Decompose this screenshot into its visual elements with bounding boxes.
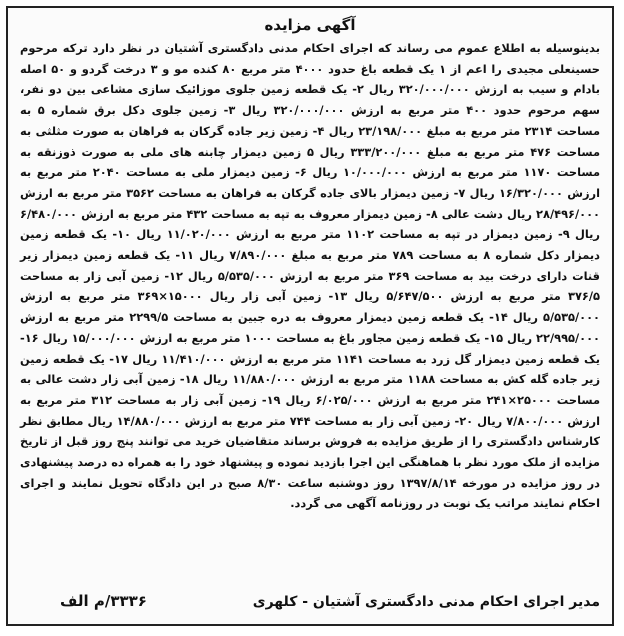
auction-notice (6, 6, 614, 626)
notice-signature: مدیر اجرای احکام مدنی دادگستری آشتیان - کلهری (252, 594, 600, 610)
notice-footer (20, 592, 600, 610)
notice-title: آگهی مزایده (264, 16, 356, 34)
notice-code: ۳۳۳۶/م الف (60, 592, 147, 610)
notice-body: بدینوسیله به اطلاع عموم می رساند که اجرای احکام مدنی دادگستری آشتیان در نظر دارد ترکه مرحوم حسینعلی مجیدی را اعم از ۱ یک قطعه باغ حدود ۴۰۰۰ متر مربع ۸۰ کنده مو و ۳ درخت گردو و ۵۰ اصله بادام و سیب به ارزش ۳۲۰/۰۰۰/۰۰۰ ریال ۲- یک قطعه زمین جلوی موزائیک سازی مشاعی بین دو نفر، سهم مرحوم حدود ۴۰۰ متر مربع به ارزش ۳۲۰/۰۰۰/۰۰۰ ریال ۳- زمین جلوی دکل برق شماره ۵ به مساحت ۲۳۱۴ متر مربع به مبلغ ۲۳/۱۹۸/۰۰۰ ریال ۴- زمین زیر جاده گرکان به فراهان به صورت مثلثی به مساحت ۴۷۶ متر مربع به مبلغ ۳۳۳/۲۰۰/۰۰۰ ریال ۵ زمین دیمزار چابنه های ملی به صورت ذوزنقه به مساحت ۱۱۷۰ متر مربع به ارزش ۱۰/۰۰۰/۰۰۰ ریال ۶- زمین دیمزار ملی به مساحت ۲۰۴۰ متر مربع به ارزش ۱۶/۳۲۰/۰۰۰ ریال ۷- زمین دیمزار بالای جاده گرکان به فراهان به مساحت ۳۵۶۲ متر مربع به ارزش ۲۸/۴۹۶/۰۰۰ ریال دشت عالی ۸- زمین دیمزار معروف به تپه به مساحت ۴۳۲ متر مربع به ارزش ۶/۴۸۰/۰۰۰ ریال ۹- زمین دیمزار در تپه به مساحت ۱۱۰۲ متر مربع به ارزش ۱۱/۰۲۰/۰۰۰ ریال ۱۰- یک قطعه زمین دیمزار دکل شماره ۸ به مساحت ۷۸۹ متر مربع به مبلغ ۷/۸۹۰/۰۰۰ ریال ۱۱- یک قطعه زمین دیمزار زیر قنات دارای درخت بید به مساحت ۳۶۹ متر مربع به ارزش ۵/۵۳۵/۰۰۰ ریال ۱۲- زمین آبی زار به مساحت ۳۷۶/۵ متر مربع به ارزش ۵/۶۴۷/۵۰۰ ریال ۱۳- زمین آبی زار ریال ۱۵۰۰۰×۳۶۹ متر مربع به ارزش ۵/۵۳۵/۰۰۰ ریال ۱۴- یک قطعه زمین دیمزار معروف به دره جبین به مساحت ۲۲۹۹/۵ متر مربع به ارزش ۲۲/۹۹۵/۰۰۰ ریال ۱۵- یک قطعه زمین مجاور باغ به مساحت ۱۰۰۰ متر مربع به ارزش ۱۵/۰۰۰/۰۰۰ ریال ۱۶- یک قطعه زمین دیمزار گل زرد به مساحت ۱۱۴۱ متر مربع به ارزش ۱۱/۴۱۰/۰۰۰ ریال ۱۷- یک قطعه زمین زیر جاده گله کش به مساحت ۱۱۸۸ متر مربع به ارزش ۱۱/۸۸۰/۰۰۰ ریال ۱۸- زمین آبی زار دشت عالی به مساحت ۲۵۰۰۰×۲۴۱ متر مربع به ارزش ۶/۰۲۵/۰۰۰ ریال ۱۹- زمین آبی زار به مساحت ۳۱۲ متر مربع به ارزش ۷/۸۰۰/۰۰۰ ریال ۲۰- زمین آبی زار به مساحت ۷۴۴ متر مربع به ارزش ۱۴/۸۸۰/۰۰۰ ریال مطابق نظر کارشناس دادگستری را از طریق مزایده به فروش برساند متقاضیان خرید می توانند پنج روز قبل از تاریخ مزایده از ملک مورد نظر با هماهنگی این اجرا بازدید نموده و پیشنهاد خود را به همراه ده درصد پیشنهادی در روز مزایده در مورخه ۱۳۹۷/۸/۱۴ روز دوشنبه ساعت ۸/۳۰ صبح در این دادگاه تحویل نمایند و اجرای احکام نمایند مراتب یک نوبت در روزنامه آگهی می گردد. (20, 41, 601, 511)
